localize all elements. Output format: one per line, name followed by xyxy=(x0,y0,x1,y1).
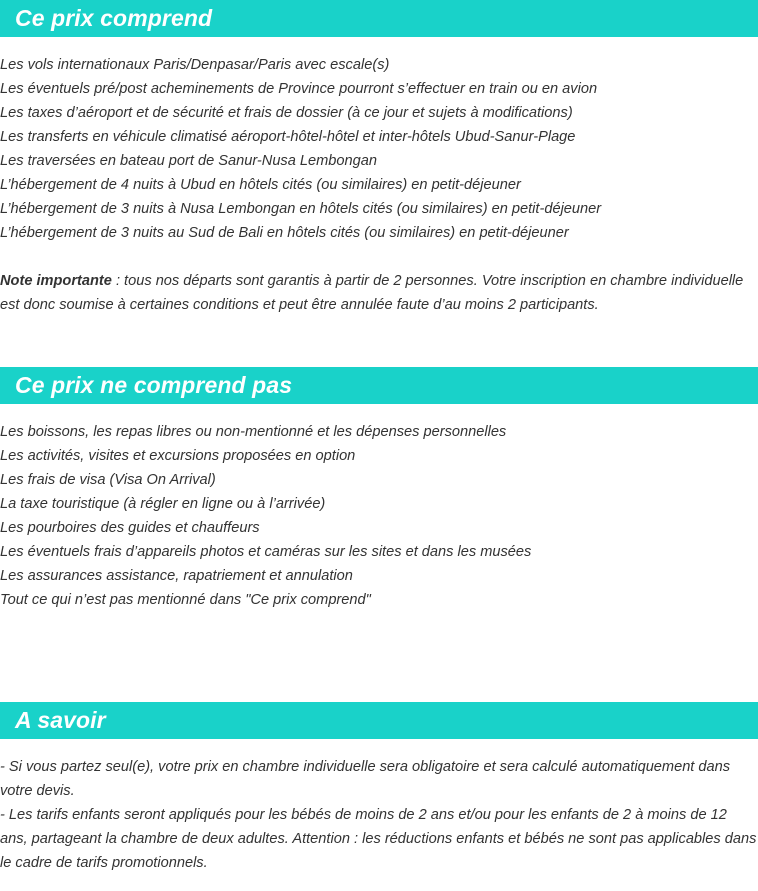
list-item: L’hébergement de 3 nuits à Nusa Lembongan en hôtels cités (ou similaires) en petit-déjeuner xyxy=(0,201,602,217)
good-to-know-title: A savoir xyxy=(15,707,106,733)
list-item: La taxe touristique (à régler en ligne ou à l’arrivée) xyxy=(0,496,326,512)
list-item: L’hébergement de 4 nuits à Ubud en hôtels cités (ou similaires) en petit-déjeuner xyxy=(0,177,521,193)
list-item: Les assurances assistance, rapatriement et annulation xyxy=(0,568,353,584)
paragraph: - Si vous partez seul(e), votre prix en chambre individuelle sera obligatoire et sera calculé automatiquement dans votre devis. xyxy=(0,759,731,799)
not-included-section xyxy=(0,367,758,612)
included-title: Ce prix comprend xyxy=(15,5,213,31)
list-item: Les transferts en véhicule climatisé aéroport-hôtel-hôtel et inter-hôtels Ubud-Sanur-Plage xyxy=(0,129,576,145)
list-item: Les boissons, les repas libres ou non-mentionné et les dépenses personnelles xyxy=(0,424,507,440)
included-list xyxy=(0,53,758,245)
included-section xyxy=(0,0,758,317)
list-item: Tout ce qui n’est pas mentionné dans "Ce prix comprend" xyxy=(0,592,371,608)
list-item: Les traversées en bateau port de Sanur-Nusa Lembongan xyxy=(0,153,377,169)
list-item: Les éventuels frais d’appareils photos et caméras sur les sites et dans les musées xyxy=(0,544,532,560)
included-header-band xyxy=(0,0,758,37)
important-note xyxy=(0,269,758,317)
list-item: Les activités, visites et excursions proposées en option xyxy=(0,448,356,464)
not-included-title: Ce prix ne comprend pas xyxy=(15,372,293,398)
not-included-header-band xyxy=(0,367,758,404)
not-included-list xyxy=(0,420,758,612)
list-item: Les pourboires des guides et chauffeurs xyxy=(0,520,260,536)
good-to-know-header-band xyxy=(0,702,758,739)
important-note-label: Note importante xyxy=(0,273,112,289)
good-to-know-content xyxy=(0,755,758,875)
list-item: Les éventuels pré/post acheminements de Province pourront s’effectuer en train ou en avion xyxy=(0,81,598,97)
important-note-text: : tous nos départs sont garantis à partir de 2 personnes. Votre inscription en chambre individuelle est donc soumise à certaines conditions et peut être annulée faute d’au moins 2 participants. xyxy=(0,273,744,313)
paragraph: - Les tarifs enfants seront appliqués pour les bébés de moins de 2 ans et/ou pour les enfants de 2 à moins de 12 ans, partageant la chambre de deux adultes. Attention : les réductions enfants et bébés ne sont pas applicables dans le cadre de tarifs promotionnels. xyxy=(0,807,757,871)
list-item: Les taxes d’aéroport et de sécurité et frais de dossier (à ce jour et sujets à modifications) xyxy=(0,105,573,121)
good-to-know-section xyxy=(0,702,758,875)
list-item: Les vols internationaux Paris/Denpasar/Paris avec escale(s) xyxy=(0,57,390,73)
list-item: L’hébergement de 3 nuits au Sud de Bali en hôtels cités (ou similaires) en petit-déjeuner xyxy=(0,225,569,241)
list-item: Les frais de visa (Visa On Arrival) xyxy=(0,472,216,488)
